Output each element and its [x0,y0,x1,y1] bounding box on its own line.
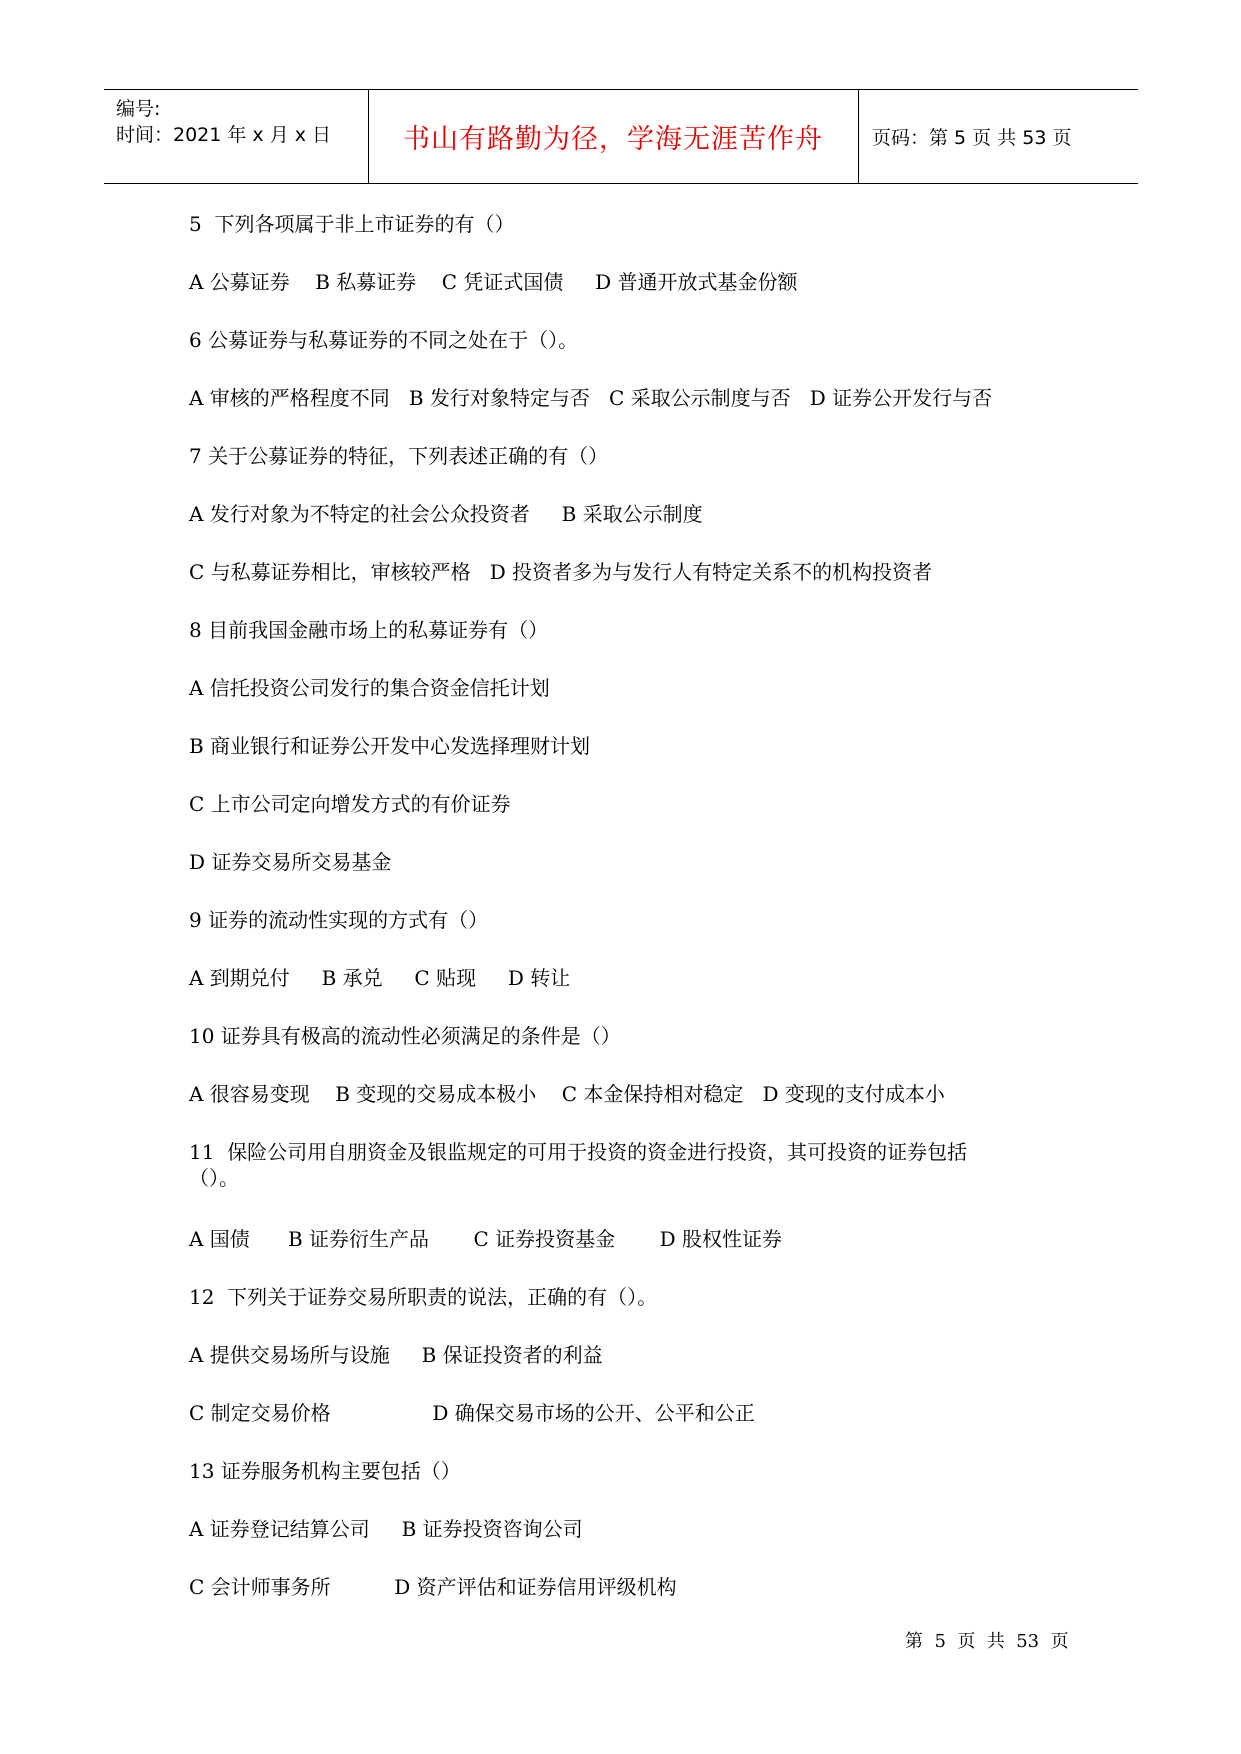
option-line: A 公募证券 B 私募证券 C 凭证式国债 D 普通开放式基金份额 [189,270,798,294]
question-line: 11 保险公司用自朋资金及银监规定的可用于投资的资金进行投资，其可投资的证券包括 [189,1140,968,1164]
page-footer: 第 5 页 共 53 页 [905,1631,1069,1652]
question-line: 10 证券具有极高的流动性必须满足的条件是（） [189,1024,621,1048]
option-line: A 证券登记结算公司 B 证券投资咨询公司 [189,1517,583,1541]
header-info-cell [104,90,369,183]
question-line: 12 下列关于证券交易所职责的说法，正确的有（）。 [189,1285,658,1309]
option-line: C 制定交易价格 D 确保交易市场的公开、公平和公正 [189,1401,755,1425]
question-line: 9 证券的流动性实现的方式有（） [189,908,489,932]
question-line: 6 公募证券与私募证券的不同之处在于（）。 [189,328,579,352]
option-line: C 上市公司定向增发方式的有价证券 [189,792,511,816]
header-page-code: 页码：第 5 页 共 53 页 [872,127,1072,149]
option-line: C 会计师事务所 D 资产评估和证券信用评级机构 [189,1575,677,1599]
option-line: D 证券交易所交易基金 [189,850,392,874]
page-header [104,89,1138,184]
option-line: A 到期兑付 B 承兑 C 贴现 D 转让 [189,966,571,990]
option-line: A 提供交易场所与设施 B 保证投资者的利益 [189,1343,603,1367]
option-line: A 信托投资公司发行的集合资金信托计划 [189,676,550,700]
question-line: 8 目前我国金融市场上的私募证券有（） [189,618,549,642]
question-line: 7 关于公募证券的特征，下列表述正确的有（） [189,444,609,468]
question-line-continued: （）。 [189,1166,239,1190]
number-label: 编号: [116,98,161,120]
option-line: A 很容易变现 B 变现的交易成本极小 C 本金保持相对稳定 D 变现的支付成本小 [189,1082,945,1106]
option-line: A 审核的严格程度不同 B 发行对象特定与否 C 采取公示制度与否 D 证券公开发行与否 [189,386,993,410]
question-line: 13 证券服务机构主要包括（） [189,1459,461,1483]
option-line: A 国债 B 证券衍生产品 C 证券投资基金 D 股权性证券 [189,1227,783,1251]
question-line: 5 下列各项属于非上市证券的有（） [189,212,515,236]
header-motto: 书山有路勤为径，学海无涯苦作舟 [368,90,859,183]
time-label: 时间：2021 年 x 月 x 日 [116,124,332,146]
option-line: B 商业银行和证券公开发中心发选择理财计划 [189,734,591,758]
option-line: C 与私募证券相比，审核较严格 D 投资者多为与发行人有特定关系不的机构投资者 [189,560,933,584]
option-line: A 发行对象为不特定的社会公众投资者 B 采取公示制度 [189,502,703,526]
